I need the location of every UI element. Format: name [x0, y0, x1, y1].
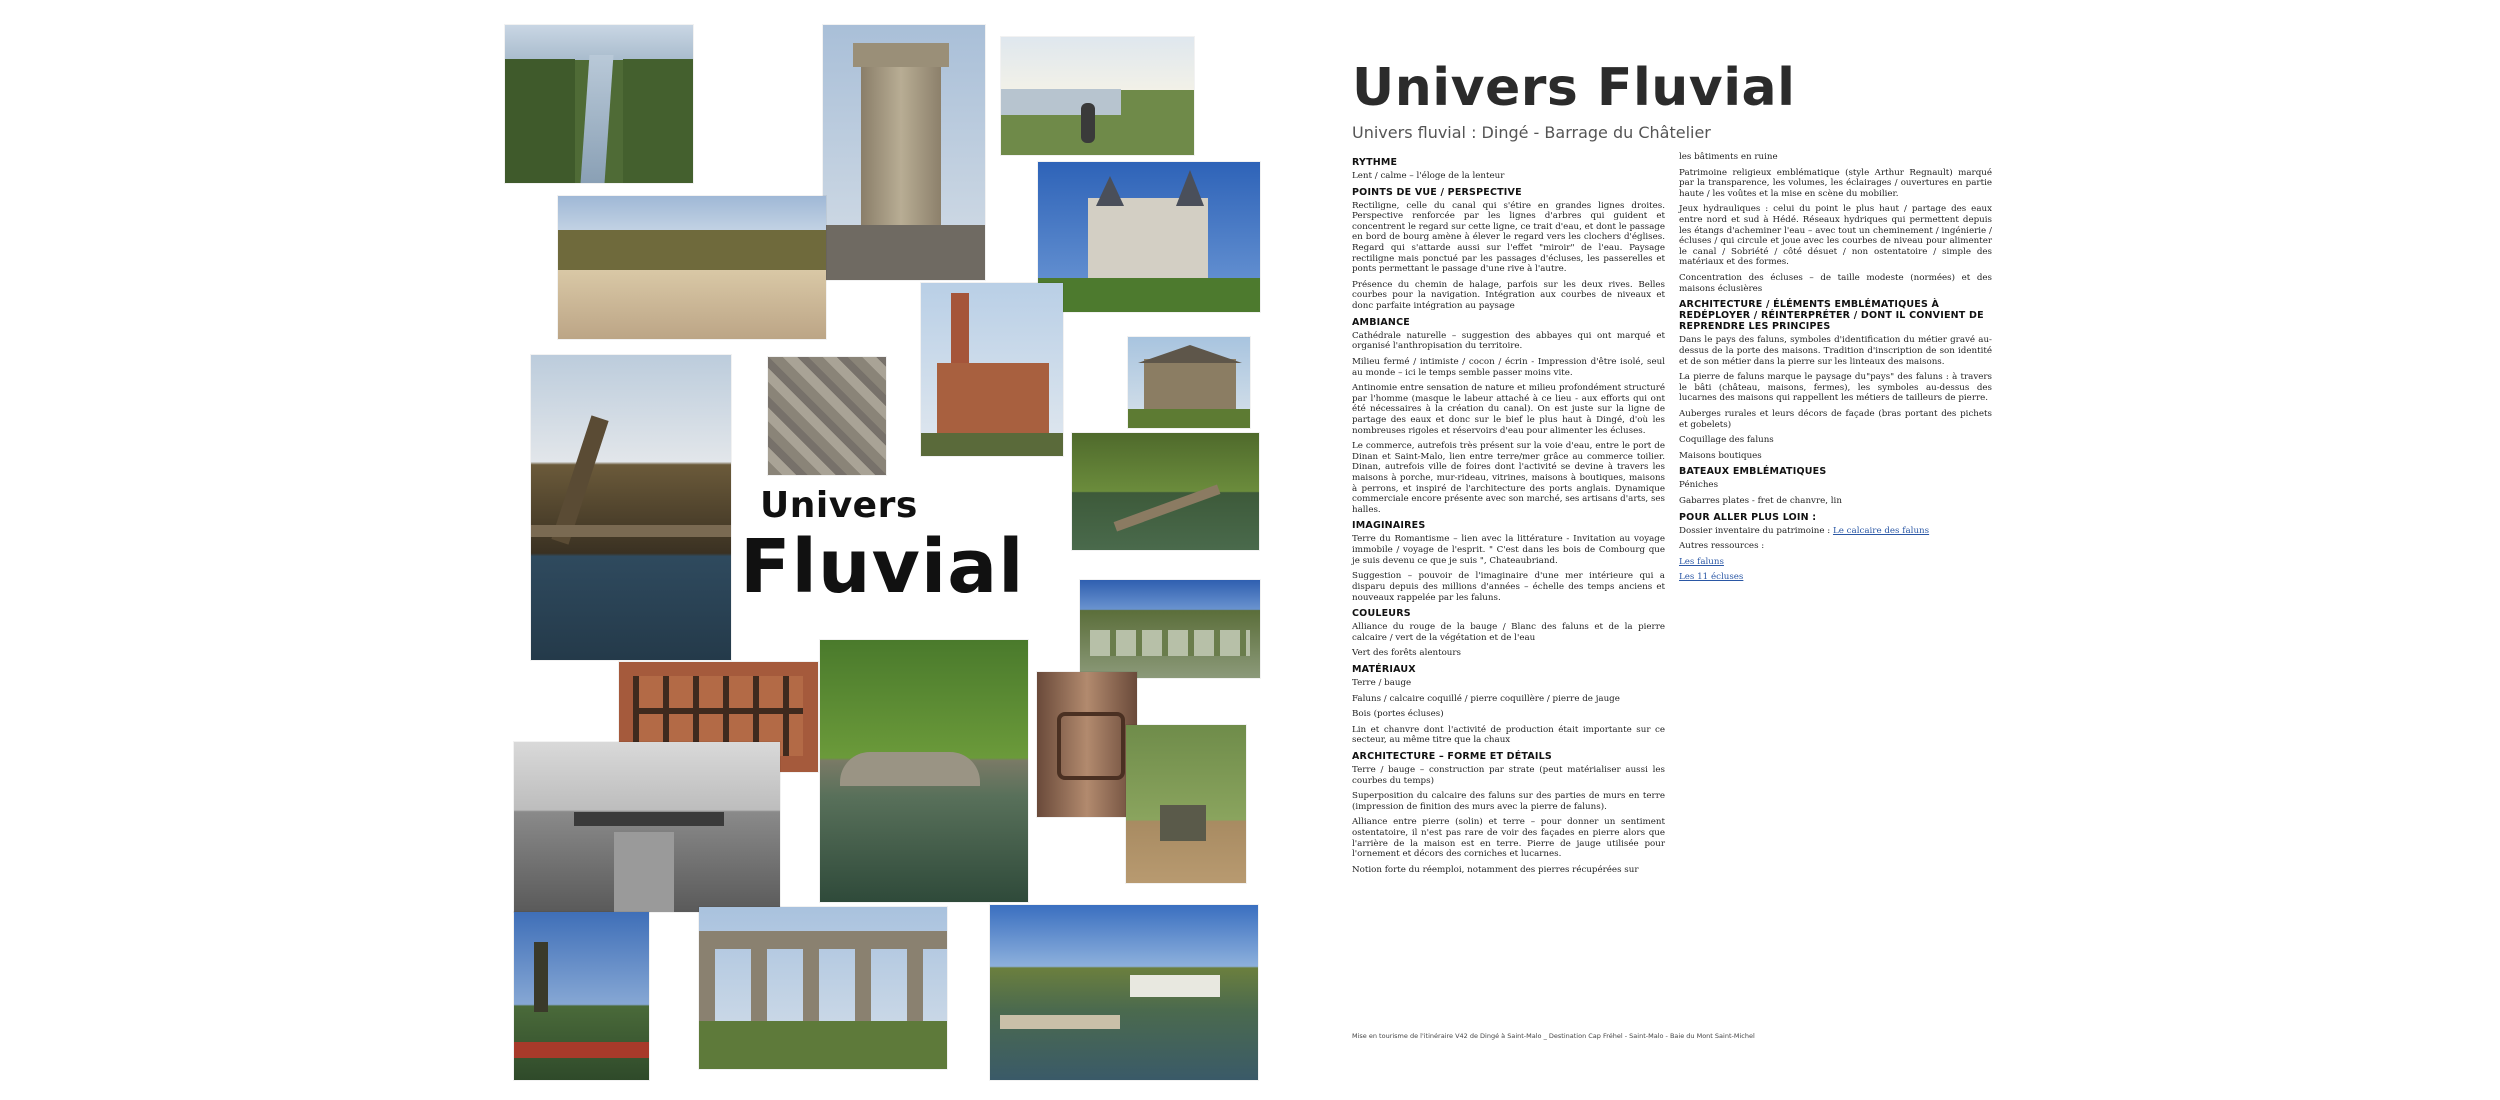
paragraph: Dans le pays des faluns, symboles d'identification du métier gravé au-dessus de la porte des maisons. Tradition d'inscription de son identité et de son métier dans la pierre sur les linteaux des maisons.	[1679, 335, 1992, 367]
document-page	[1352, 58, 1992, 875]
paragraph: Alliance entre pierre (solin) et terre – pour donner un sentiment ostentatoire, il n'est pas rare de voir des façades en pierre alors que l'arrière de la maison est en terre. Pierre de jauge utilisée pour l'ornement et décors des corniches et lucarnes.	[1352, 817, 1665, 860]
photo-stone-bridge	[820, 640, 1028, 902]
paragraph: Notion forte du réemploi, notamment des pierres récupérées sur	[1352, 864, 1639, 875]
photo-stone-tower	[823, 25, 985, 280]
document-title: Univers Fluvial	[1352, 58, 1796, 118]
paragraph: Le commerce, autrefois très présent sur la voie d'eau, entre le port de Dinan et Saint-Malo, lien entre terre/mer grâce au commerce toilier. Dinan, autrefois ville de foires dont l'activité se devine à travers les maisons à porche, mur-rideau, vitrines, maisons à boutiques, maisons à perrons, et inspiré de l'architecture des ports anglais. Dynamique commerciale encore présente avec son marché, ses artisans d'arts, ses halles.	[1352, 441, 1665, 515]
paragraph: Rectiligne, celle du canal qui s'étire en grandes lignes droites. Perspective renforcée par les lignes d'arbres qui guident et concentrent le regard sur cette ligne, ce trait d'eau, et dont le passage en bord de bourg amène à élever le regard vers les clochers d'églises. Regard qui s'attarde aussi sur l'effet "miroir" de l'eau. Paysage rectiligne mais ponctué par les passages d'écluses, les passerelles et ponts permettant le passage d'une rive à l'autre.	[1352, 200, 1665, 275]
paragraph: Autres ressources :	[1679, 541, 1765, 552]
paragraph: Péniches	[1679, 480, 1719, 491]
paragraph: Terre / bauge – construction par strate (peut matérialiser aussi les courbes du temps)	[1352, 764, 1665, 786]
paragraph: Lent / calme – l'éloge de la lenteur	[1352, 171, 1505, 181]
heading-imaginaires: IMAGINAIRES	[1352, 520, 1426, 532]
paragraph: Terre du Romantisme – lien avec la littérature - Invitation au voyage immobile / voyage de l'esprit. " C'est dans les bois de Combourg que je suis devenu ce que je suis ", Chateaubriand.	[1352, 534, 1665, 566]
poster-title	[740, 485, 1025, 610]
heading-ambiance: AMBIANCE	[1352, 316, 1410, 328]
paragraph: Gabarres plates - fret de chanvre, lin	[1679, 496, 1842, 507]
link-row	[1679, 572, 1992, 583]
paragraph: Suggestion – pouvoir de l'imaginaire d'une mer intérieure qui a disparu depuis des millions d'années – échelle des temps anciens et nouveaux rappelée par les faluns.	[1352, 571, 1665, 603]
link-les-faluns[interactable]: Les faluns	[1679, 556, 1724, 567]
link-les-11-ecluses[interactable]: Les 11 écluses	[1679, 572, 1744, 583]
heading-points-de-vue: POINTS DE VUE / PERSPECTIVE	[1352, 186, 1522, 198]
photo-stone-barn	[1128, 337, 1250, 428]
paragraph: Superposition du calcaire des faluns sur des parties de murs en terre (impression de finition des murs avec la pierre de faluns).	[1352, 791, 1665, 812]
heading-pour-aller-plus-loin: POUR ALLER PLUS LOIN :	[1679, 511, 1817, 523]
photo-viaduct	[699, 907, 947, 1069]
poster-title-line2: Fluvial	[740, 524, 1025, 610]
link-row	[1679, 557, 1992, 568]
paragraph: Cathédrale naturelle – suggestion des abbayes qui ont marqué et organisé l'anthropisation du territoire.	[1352, 330, 1665, 352]
footer-note: Mise en tourisme de l'itinéraire V42 de Dingé à Saint-Malo _ Destination Cap Fréhel - Saint-Malo - Baie du Mont Saint-Michel	[1352, 1032, 1755, 1040]
paragraph: Alliance du rouge de la bauge / Blanc des faluns et de la pierre calcaire / vert de la végétation et de l'eau	[1352, 622, 1665, 643]
link-calcaire-faluns[interactable]: Le calcaire des faluns	[1832, 525, 1930, 536]
photo-stone-wall	[768, 357, 886, 475]
photo-cyclist-towpath	[1001, 37, 1194, 155]
text-columns	[1352, 152, 1992, 880]
poster-title-line1: Univers	[760, 485, 918, 526]
photo-garden-plots	[1080, 580, 1260, 678]
paragraph: Lin et chanvre dont l'activité de production était importante sur ce secteur, au même titre que la chaux	[1352, 724, 1665, 746]
paragraph: Bois (portes écluses)	[1352, 709, 1444, 720]
paragraph: Concentration des écluses – de taille modeste (normées) et des maisons éclusières	[1679, 273, 1992, 294]
heading-couleurs: COULEURS	[1352, 608, 1411, 620]
photo-church-spire	[514, 912, 649, 1080]
photo-brick-chapel	[921, 283, 1063, 456]
paragraph: Faluns / calcaire coquillé / pierre coquillère / pierre de jauge	[1352, 693, 1620, 704]
paragraph-dossier	[1679, 526, 1992, 537]
paragraph: Coquillage des faluns	[1679, 435, 1774, 446]
heading-bateaux: BATEAUX EMBLÉMATIQUES	[1679, 466, 1827, 478]
photo-falun-cliff	[558, 196, 826, 339]
heading-materiaux: MATÉRIAUX	[1352, 663, 1416, 675]
dossier-label: Dossier inventaire du patrimoine :	[1679, 525, 1833, 536]
photo-lock-gate	[531, 355, 731, 660]
paragraph: Maisons boutiques	[1679, 450, 1762, 461]
paragraph: Vert des forêts alentours	[1352, 648, 1462, 659]
paragraph: les bâtiments en ruine	[1679, 152, 1778, 162]
paragraph: Antinomie entre sensation de nature et milieu profondément structuré par l'homme (masque le labeur attaché à ce lieu - aux efforts qui ont été nécessaires à la création du canal). On est juste sur la ligne de partage des eaux et donc sur le bief le plus haut à Dingé, d'où les nombreuses rigoles et réservoirs d'eau pour alimenter les écluses.	[1352, 383, 1665, 436]
paragraph: La pierre de faluns marque le paysage du"pays" des faluns : à travers le bâti (château, maisons, fermes), les symboles au-dessus des lucarnes des maisons qui rappellent les métiers de tailleurs de pierre.	[1679, 372, 1992, 404]
heading-rythme: RYTHME	[1352, 157, 1398, 168]
text-column-left	[1352, 152, 1665, 880]
photo-footbridge	[1072, 433, 1259, 550]
text-column-right	[1679, 152, 1992, 880]
heading-architecture-emblematique: ARCHITECTURE / ÉLÉMENTS EMBLÉMATIQUES À REDÉPLOYER / RÉINTERPRÉTER / DONT IL CONVIENT DE REPRENDRE LES PRINCIPES	[1679, 299, 1984, 333]
paragraph: Milieu fermé / intimiste / cocon / écrin - Impression d'être isolé, seul au monde – ici le temps semble passer moins vite.	[1352, 356, 1665, 378]
photo-carved-wood	[1037, 672, 1137, 817]
paragraph: Terre / bauge	[1352, 677, 1412, 688]
paragraph: Patrimoine religieux emblématique (style Arthur Regnault) marqué par la transparence, les volumes, les éclairages / ouvertures en partie haute / les voûtes et la mise en scène du mobilier.	[1679, 167, 1992, 199]
paragraph: Jeux hydrauliques : celui du point le plus haut / partage des eaux entre nord et sud à Hédé. Réseaux hydriques qui permettent depuis les étangs d'acheminer l'eau – avec tout un cheminement / ingénierie / écluses / qui circule et joue avec les courbes de niveau pour alimenter le canal / Sobriété / côté désuet / non ostentatoire / simple des matériaux et des formes.	[1679, 204, 1992, 268]
photo-lodge-woods	[1126, 725, 1246, 883]
photo-chateau	[1038, 162, 1260, 312]
paragraph: Présence du chemin de halage, parfois sur les deux rives. Belles courbes pour la navigation. Intégration aux courbes de niveaux et donc parfaite intégration au paysage	[1352, 279, 1665, 312]
photo-canal-aerial	[505, 25, 693, 183]
photo-historic-lock	[514, 742, 780, 912]
photo-boats-canal	[990, 905, 1258, 1080]
document-subtitle: Univers fluvial : Dingé - Barrage du Châtelier	[1352, 123, 1711, 143]
paragraph: Auberges rurales et leurs décors de façade (bras portant des pichets et gobelets)	[1679, 408, 1992, 430]
heading-architecture-forme: ARCHITECTURE – FORME ET DÉTAILS	[1352, 750, 1552, 762]
